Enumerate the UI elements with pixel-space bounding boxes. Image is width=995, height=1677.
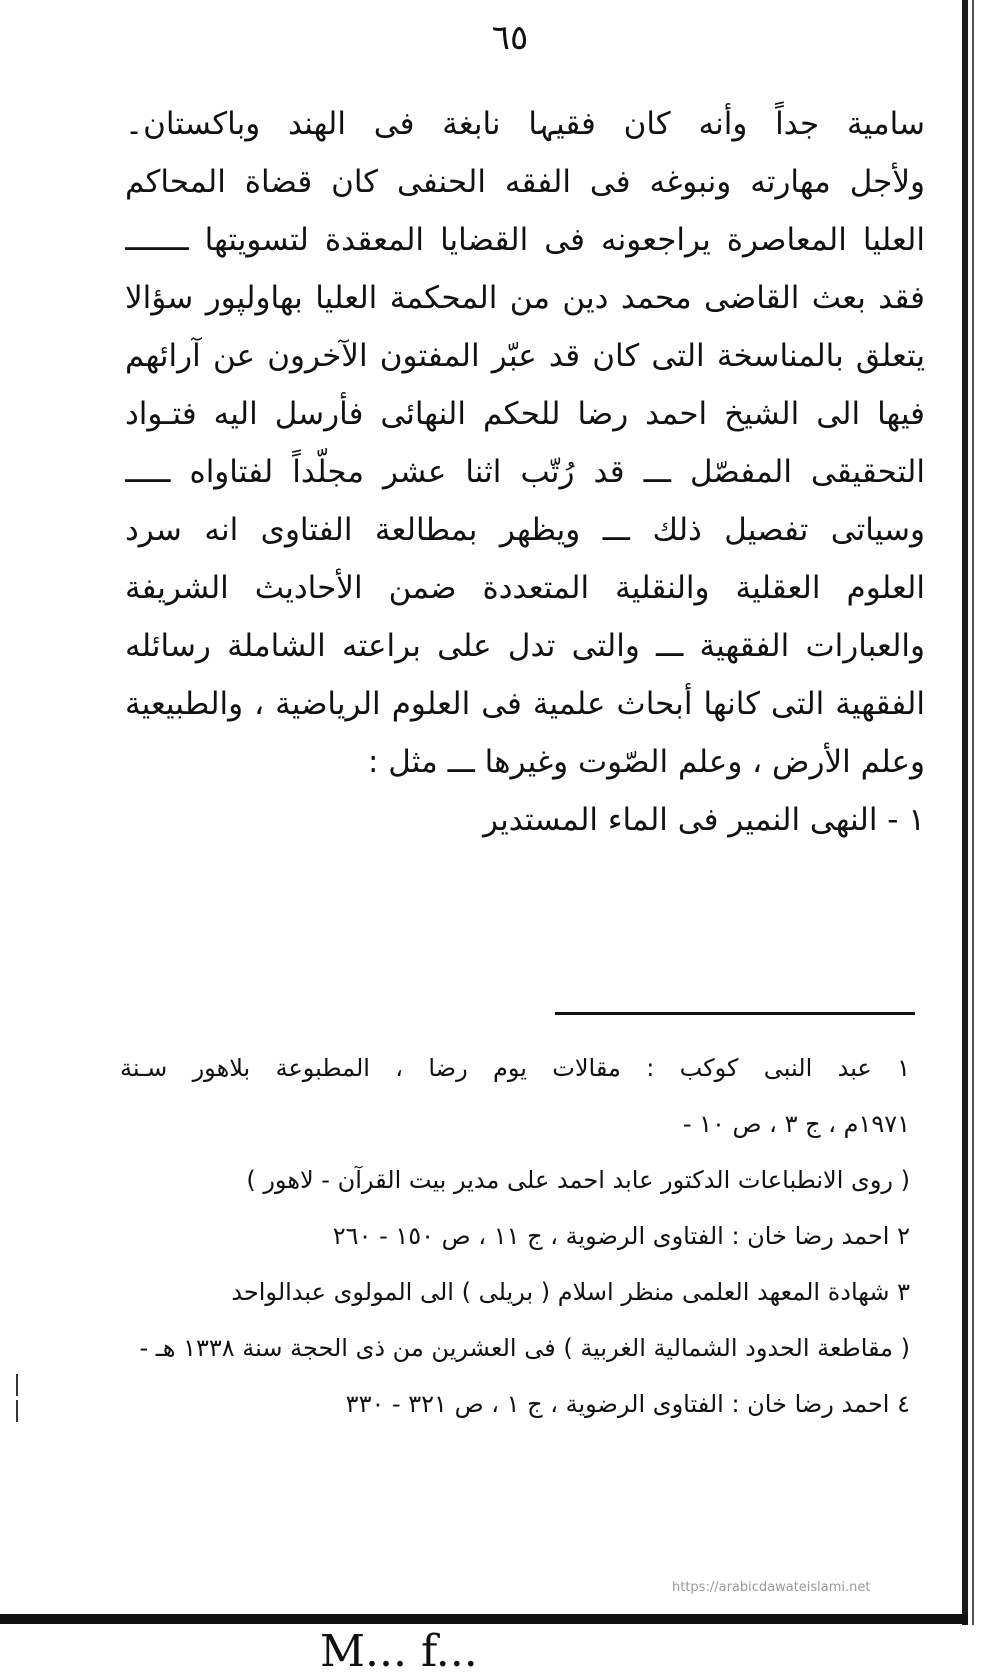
body-line: التحقیقی المفصّل ـــ قد رُتّب اثنا عشر مجلّداً لفتاواه ـــــ xyxy=(125,454,925,490)
body-line-list-item: ١ - النهی النمیر فی الماء المستدیر xyxy=(483,802,925,838)
watermark: https://arabicdawateislami.net xyxy=(672,1580,871,1595)
body-line: یتعلق بالمناسخة التی کان قد عبّر المفتون الآخرون عن آرائهم xyxy=(125,338,925,374)
page-number: ٦٥ xyxy=(491,18,529,58)
page-edge-shadow xyxy=(962,0,968,1625)
body-text xyxy=(125,95,925,849)
page-bottom-edge xyxy=(0,1614,968,1624)
body-line: سامیة جداً وأنه کان فقیہا نابغة فی الھند وباکستان۔ xyxy=(125,106,925,142)
page-edge-line xyxy=(972,0,974,1625)
body-line: فقد بعث القاضی محمد دین من المحکمة العلیا بهاولپور سؤالا xyxy=(125,280,925,316)
footnote-line: ( روی الانطباعات الدکتور عابد احمد علی مدیر بیت القرآن - لاهور ) xyxy=(246,1166,910,1194)
footnote-line: ( مقاطعة الحدود الشمالیة الغربیة ) فی العشرین من ذی الحجة سنة ١٣٣٨ هـ - xyxy=(139,1334,910,1362)
body-line: والعبارات الفقهیة ـــ والتی تدل علی براعته الشاملة رسائله xyxy=(125,628,925,664)
footnote-separator xyxy=(555,1012,915,1015)
body-line: فیها الی الشیخ احمد رضا للحکم النهائی فأرسل الیه فتـواد xyxy=(125,396,925,432)
footnote-line: ١٩٧١م ، ج ٣ ، ص ١٠ - xyxy=(682,1110,910,1138)
margin-tick xyxy=(16,1374,18,1396)
body-line: ولأجل مهارته ونبوغه فی الفقه الحنفی کان قضاة المحاکم xyxy=(125,164,925,200)
footnote-line: ١ عبد النبی کوکب : مقالات یوم رضا ، المطبوعة بلاهور سـنة xyxy=(120,1054,910,1082)
body-line: الفقهیة التی کانها أبحاث علمیة فی العلوم الریاضیة ، والطبیعیة xyxy=(125,686,925,722)
body-line: وسیاتی تفصیل ذلك ـــ ویظهر بمطالعة الفتاوی انه سرد xyxy=(125,512,925,548)
next-page-fragment: M... f... xyxy=(320,1626,478,1677)
footnote-line: ٣ شهادة المعهد العلمی منظر اسلام ( بریلی ) الی المولوی عبدالواحد xyxy=(231,1278,910,1306)
body-line: وعلم الأرض ، وعلم الصّوت وغیرها ـــ مثل : xyxy=(367,744,925,780)
footnotes xyxy=(120,1040,910,1432)
body-line: العلوم العقلیة والنقلیة المتعددة ضمن الأحادیث الشریفة xyxy=(125,570,925,606)
margin-tick xyxy=(16,1400,18,1422)
margin-marks xyxy=(12,1370,26,1430)
footnote-line: ٢ احمد رضا خان : الفتاوی الرضویة ، ج ١١ ، ص ١٥٠ - ٢٦٠ xyxy=(332,1222,910,1250)
body-line: العلیا المعاصرة یراجعونه فی القضایا المعقدة لتسویتها ـــــــ xyxy=(125,222,925,258)
footnote-line: ٤ احمد رضا خان : الفتاوی الرضویة ، ج ١ ، ص ٣٢١ - ٣٣٠ xyxy=(345,1390,910,1418)
